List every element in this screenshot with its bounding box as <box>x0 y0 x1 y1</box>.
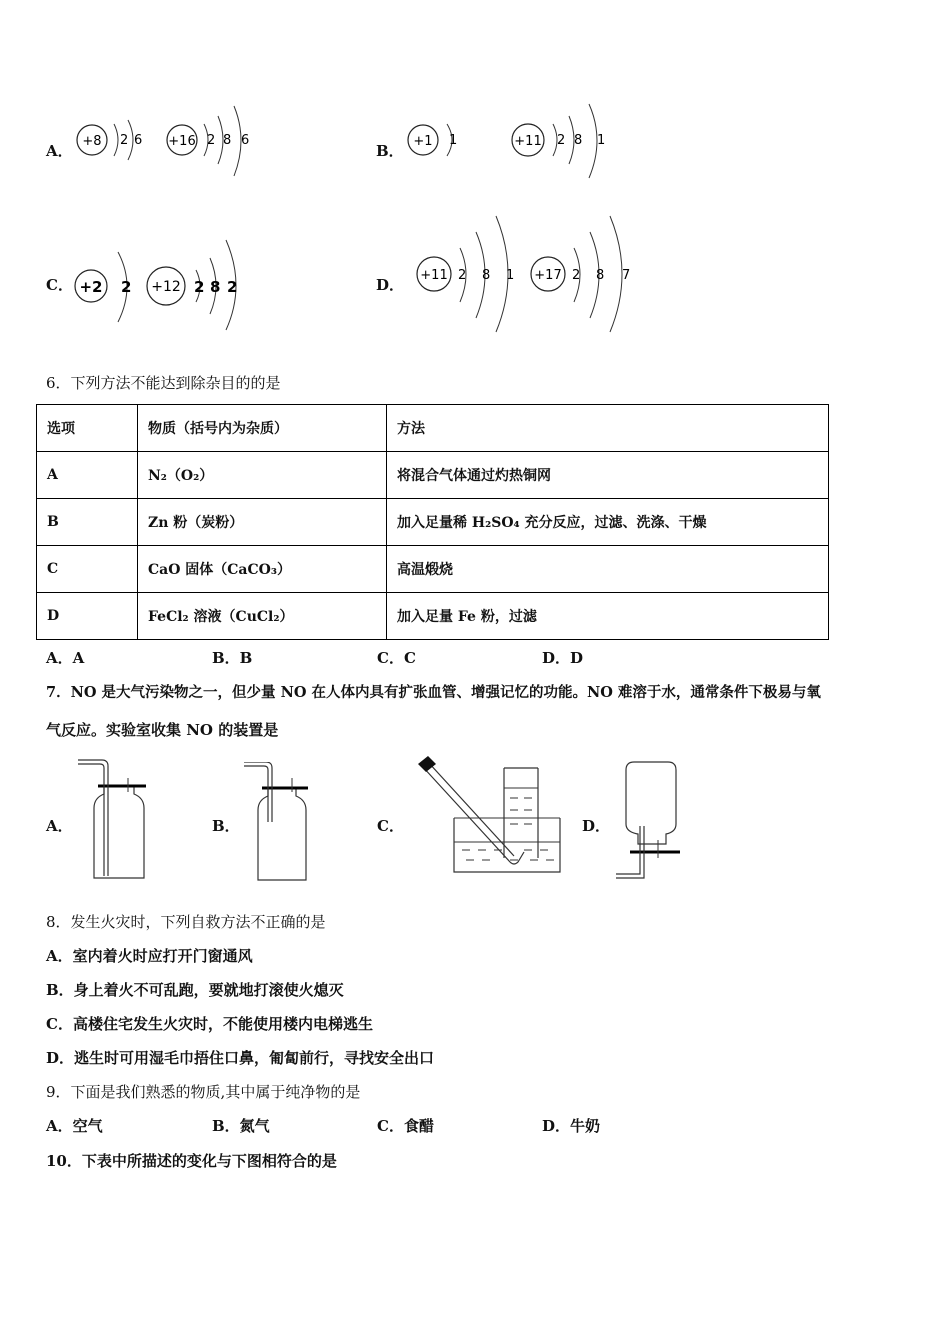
q5-option-d-atom-2 <box>530 214 640 338</box>
q5-option-d-atom-1 <box>416 214 526 338</box>
table-cell: 将混合气体通过灼热铜网 <box>387 452 829 499</box>
q6-choice-c[interactable]: C．C <box>377 649 416 667</box>
q8-option-d[interactable]: D．逃生时可用湿毛巾捂住口鼻，匍匐前行，寻找安全出口 <box>46 1049 435 1067</box>
q9-option-a[interactable]: A．空气 <box>46 1117 103 1135</box>
table-cell: 高温煅烧 <box>387 546 829 593</box>
q7-apparatus-c <box>414 754 564 878</box>
svg-text:1: 1 <box>449 133 458 148</box>
q5-option-a-atom-1 <box>76 110 156 174</box>
q5-option-c-label: C． <box>46 276 73 294</box>
q6-stem: 6．下列方法不能达到除杂目的的是 <box>46 374 281 392</box>
svg-text:6: 6 <box>241 133 250 148</box>
table-cell: Zn 粉（炭粉） <box>138 499 387 546</box>
q7-stem-line-2: 气反应。实验室收集 NO 的装置是 <box>46 721 279 739</box>
q5-option-a-atom-2 <box>166 100 266 184</box>
q6-choice-d[interactable]: D．D <box>542 649 584 667</box>
q8-stem: 8．发生火灾时，下列自救方法不正确的是 <box>46 913 326 931</box>
svg-text:+2: +2 <box>79 278 103 296</box>
svg-text:+12: +12 <box>151 279 181 295</box>
svg-text:2: 2 <box>458 268 467 283</box>
svg-text:+1: +1 <box>413 134 433 149</box>
svg-text:2: 2 <box>557 133 566 148</box>
q5-option-c-atom-1 <box>74 248 144 332</box>
q8-option-c[interactable]: C．高楼住宅发生火灾时，不能使用楼内电梯逃生 <box>46 1015 373 1033</box>
q7-option-d-label[interactable]: D． <box>582 817 611 835</box>
svg-text:+16: +16 <box>168 134 196 149</box>
table-cell: 加入足量稀 H₂SO₄ 充分反应，过滤、洗涤、干燥 <box>387 499 829 546</box>
q8-option-a[interactable]: A．室内着火时应打开门窗通风 <box>46 947 253 965</box>
table-cell: D <box>37 593 138 640</box>
table-row <box>37 499 829 546</box>
table-header-cell: 选项 <box>37 405 138 452</box>
q5-option-a-label: A． <box>46 142 73 160</box>
q6-table <box>36 404 829 640</box>
q7-option-c-label[interactable]: C． <box>377 817 404 835</box>
svg-text:+17: +17 <box>534 268 562 283</box>
q7-apparatus-d <box>608 760 688 884</box>
table-cell: 加入足量 Fe 粉，过滤 <box>387 593 829 640</box>
svg-text:2: 2 <box>121 278 132 296</box>
q10-stem: 10．下表中所描述的变化与下图相符合的是 <box>46 1152 337 1170</box>
q5-option-c-atom-2 <box>146 236 256 336</box>
q5-option-b-label: B． <box>376 142 404 160</box>
svg-text:7: 7 <box>622 268 631 283</box>
svg-text:2: 2 <box>227 278 238 296</box>
svg-text:2: 2 <box>120 133 129 148</box>
svg-text:6: 6 <box>134 133 143 148</box>
svg-text:+11: +11 <box>420 268 448 283</box>
svg-text:8: 8 <box>596 268 605 283</box>
q9-stem: 9．下面是我们熟悉的物质,其中属于纯净物的是 <box>46 1083 361 1101</box>
q7-apparatus-b <box>240 762 320 886</box>
svg-text:+11: +11 <box>514 134 542 149</box>
q6-choice-b[interactable]: B．B <box>212 649 253 667</box>
table-cell: C <box>37 546 138 593</box>
table-header-cell: 方法 <box>387 405 829 452</box>
svg-text:1: 1 <box>597 133 606 148</box>
svg-text:2: 2 <box>194 278 205 296</box>
q7-apparatus-a <box>76 758 156 886</box>
table-header-row <box>37 405 829 452</box>
q7-stem-line-1: 7．NO 是大气污染物之一，但少量 NO 在人体内具有扩张血管、增强记忆的功能。NO 难溶于水，通常条件下极易与氧 <box>46 684 821 701</box>
q5-option-b-atom-2 <box>511 100 611 184</box>
q7-option-b-label[interactable]: B． <box>212 817 240 835</box>
table-row <box>37 593 829 640</box>
svg-text:8: 8 <box>574 133 583 148</box>
table-row <box>37 546 829 593</box>
q8-option-b[interactable]: B．身上着火不可乱跑，要就地打滚使火熄灭 <box>46 981 344 999</box>
table-cell: FeCl₂ 溶液（CuCl₂） <box>138 593 387 640</box>
table-row <box>37 452 829 499</box>
svg-text:8: 8 <box>210 278 221 296</box>
q9-option-d[interactable]: D．牛奶 <box>542 1117 601 1135</box>
table-cell: N₂（O₂） <box>138 452 387 499</box>
q9-option-b[interactable]: B．氮气 <box>212 1117 270 1135</box>
q6-choice-a[interactable]: A．A <box>46 649 85 667</box>
q9-option-c[interactable]: C．食醋 <box>377 1117 434 1135</box>
q5-option-b-atom-1 <box>407 110 477 174</box>
svg-text:8: 8 <box>223 133 232 148</box>
svg-text:1: 1 <box>506 268 515 283</box>
q5-option-d-label: D． <box>376 276 405 294</box>
svg-text:8: 8 <box>482 268 491 283</box>
svg-text:2: 2 <box>207 133 216 148</box>
table-cell: CaO 固体（CaCO₃） <box>138 546 387 593</box>
q7-option-a-label[interactable]: A． <box>46 817 73 835</box>
nucleus-label: +8 <box>82 134 102 149</box>
table-cell: A <box>37 452 138 499</box>
table-header-cell: 物质（括号内为杂质） <box>138 405 387 452</box>
table-cell: B <box>37 499 138 546</box>
svg-text:2: 2 <box>572 268 581 283</box>
